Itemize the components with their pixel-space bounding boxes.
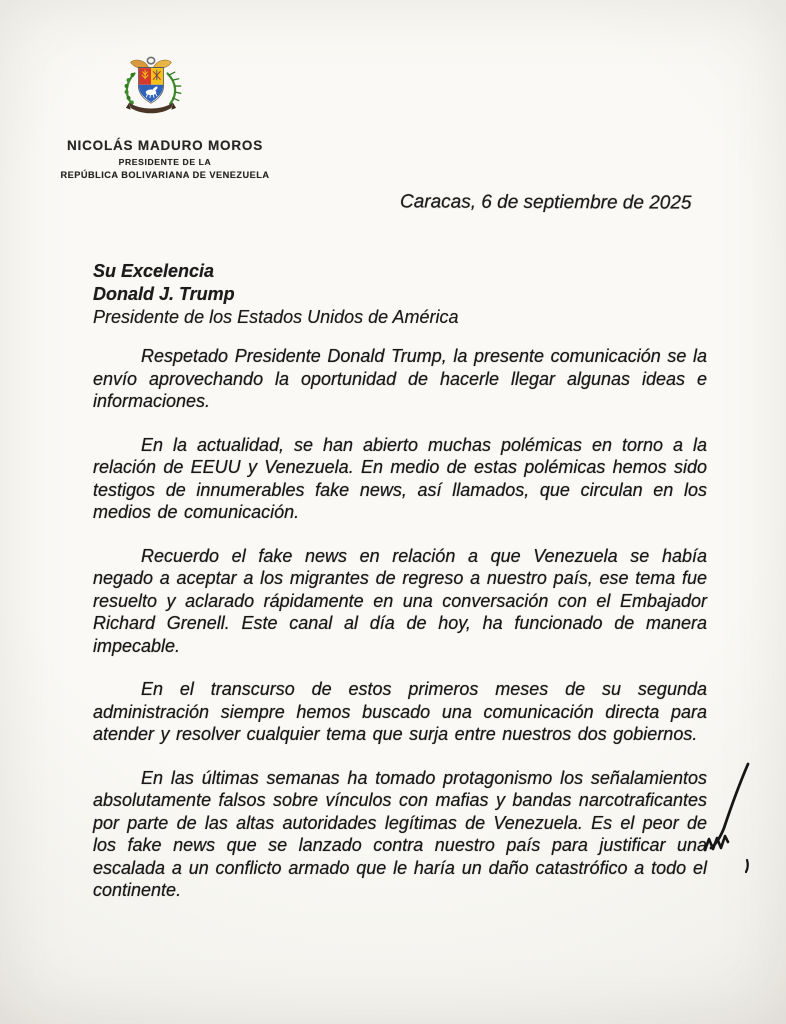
handwritten-rubric-icon: [698, 752, 770, 892]
dateline: Caracas, 6 de septiembre de 2025: [399, 191, 692, 214]
paragraph-4: En el transcurso de estos primeros meses de su segunda administración siempre hemos buscado una comunicación directa para atender y resolver cualquier tema que surja entre nuestros dos gobiernos.: [93, 679, 707, 744]
recipient-title: Presidente de los Estados Unidos de América: [93, 307, 459, 327]
paragraph-1: Respetado Presidente Donald Trump, la presente comunicación se la envío aprovechando la oportunidad de hacerle llegar algunas ideas e informaciones.: [93, 346, 707, 411]
recipient-block: [93, 260, 459, 329]
paragraph-2: En la actualidad, se han abierto muchas polémicas en torno a la relación de EEUU y Venezuela. En medio de estas polémicas hemos sido testigos de innumerables fake news, así llamados, que circulan en los medios de comunicación.: [93, 434, 707, 522]
letterhead-title-line2: REPÚBLICA BOLIVARIANA DE VENEZUELA: [60, 170, 270, 180]
letterhead-name: NICOLÁS MADURO MOROS: [67, 138, 263, 153]
letter-body: [93, 345, 707, 923]
recipient-name: Donald J. Trump: [93, 284, 235, 304]
paragraph-3: Recuerdo el fake news en relación a que Venezuela se había negado a aceptar a los migrantes de regreso a nuestro país, ese tema fue resuelto y aclarado rápidamente en una conversación con el Embajador Richard Grenell. Este canal al día de hoy, ha funcionado de manera impecable.: [93, 545, 707, 656]
paragraph-5: En las últimas semanas ha tomado protagonismo los señalamientos absolutamente falsos sobre vínculos con mafias y bandas narcotraficantes por parte de las altas autoridades legítimas de Venezuela. Es el peor de los fake news que se lanzado contra nuestro país para justificar una escalada a un conflicto armado que le haría un daño catastrófico a todo el continente.: [93, 767, 707, 900]
letterhead-title-line1: PRESIDENTE DE LA: [118, 157, 212, 167]
venezuela-coat-of-arms-icon: [118, 54, 184, 126]
letterhead-text-block: [40, 138, 290, 180]
recipient-salutation: Su Excelencia: [93, 261, 215, 281]
